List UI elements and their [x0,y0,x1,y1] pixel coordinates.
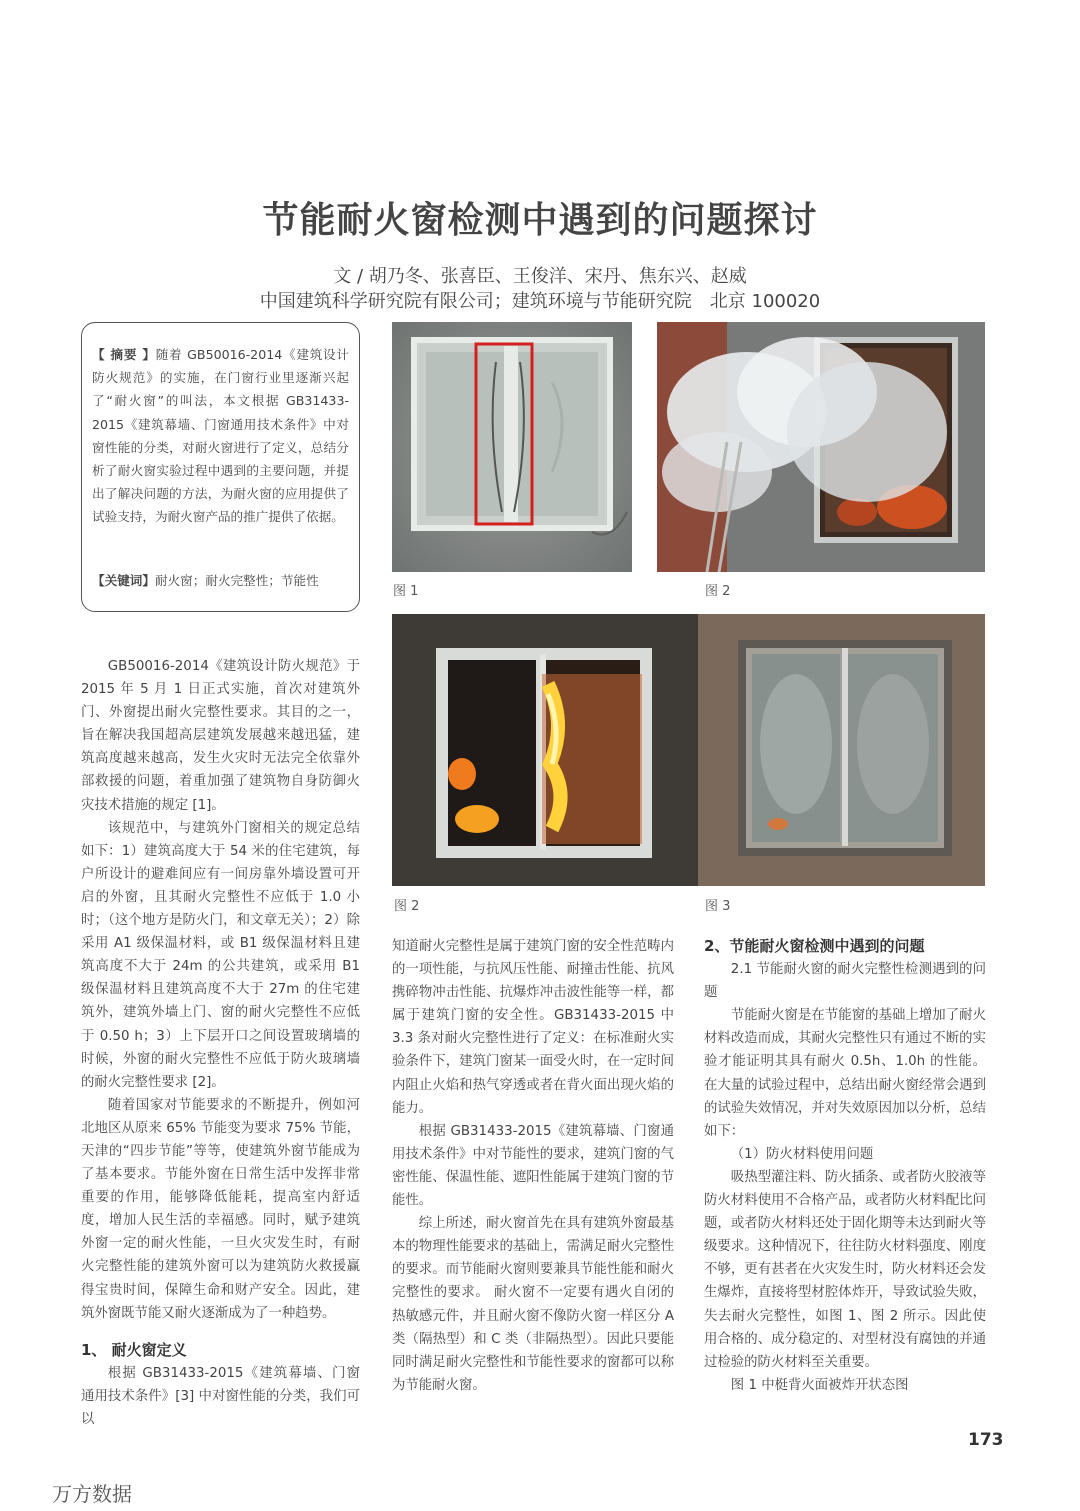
section-1-heading: 1、 耐火窗定义 [81,1340,187,1359]
col3-paragraph-2: 吸热型灌注料、防火插条、或者防火胶液等防火材料使用不合格产品，或者防火材料配比问题，或者防火材料还处于固化期等未达到耐火等级要求。这种情况下，往往防火材料强度、刚度不够，更有甚者在火灾发生时，防火材料还会发生爆炸，直接将型材腔体炸开，导致试验失败，失去耐火完整性，如图 1、图 2 所示。因此使用合格的、成分稳定的、对型材没有腐蚀的并通过检验的防火材料至关重要。 [704,1169,986,1370]
watermark: 万方数据 [52,1482,132,1506]
figure-1-photo [392,322,632,572]
subsection-2-1-heading: 2.1 节能耐火窗的耐火完整性检测遇到的问题 [704,962,986,1001]
col1-paragraph-4: 根据 GB31433-2015《建筑幕墙、门窗通用技术条件》[3] 中对窗性能的分类，我们可以 [81,1365,360,1427]
col2-paragraph-3: 综上所述，耐火窗首先在具有建筑外窗最基本的物理性能要求的基础上，需满足耐火完整性的要求。而节能耐火窗则要兼具节能性能和耐火完整性的要求。 耐火窗不一定要有遇火自闭的热敏感元件，并且耐火窗不像防火窗一样区分 A 类（隔热型）和 C 类（非隔热型）。因此只要能同时满足耐火完整性和节能性要求的窗都可以称为节能耐火窗。 [392,1216,674,1393]
abstract-label: 【 摘要 】 [92,347,156,362]
col3-paragraph-3: 图 1 中梃背火面被炸开状态图 [730,1377,909,1393]
figure-1-caption: 图 1 [393,584,419,599]
abstract-text: 随着 GB50016-2014《建筑设计防火规范》的实施，在门窗行业里逐渐兴起了“耐火窗”的叫法，本文根据 GB31433-2015《建筑幕墙、门窗通用技术条件》中对窗性能的分类，对耐火窗进行了定义，总结分析了耐火窗实验过程中遇到的主要问题，并提出了解决问题的方法，为耐火窗的应用提供了试验支持，为耐火窗产品的推广提供了依据。 [92,347,349,525]
page-number: 173 [968,1430,1004,1450]
affiliation: 中国建筑科学研究院有限公司；建筑环境与节能研究院 北京 100020 [259,291,821,312]
col1-paragraph-3: 随着国家对节能要求的不断提升，例如河北地区从原来 65% 节能变为要求 75% 节能，天津的“四步节能”等等，使建筑外窗节能成为了基本要求。节能外窗在日常生活中发挥非常重要的作用，能够降低能耗，提高室内舒适度，增加人民生活的幸福感。同时，赋予建筑外窗一定的耐火性能，一旦火灾发生时，有耐火完整性能的建筑外窗可以为建筑防火救援赢得宝贵时间，保障生命和财产安全。因此，建筑外窗既节能又耐火逐渐成为了一种趋势。 [81,1097,360,1321]
figure-3-caption: 图 3 [705,899,731,914]
col1-paragraph-2: 该规范中，与建筑外门窗相关的规定总结如下：1）建筑高度大于 54 米的住宅建筑，每户所设计的避难间应有一间房靠外墙设置可开启的外窗，且其耐火完整性不应低于 1.0 小时；（这个地方是防火门，和文章无关）；2）除采用 A1 级保温材料，或 B1 级保温材料且建筑高度不大于 24m 的公共建筑，或采用 B1 级保温材料且建筑高度不大于 27m 的住宅建筑外，建筑外墙上门、窗的耐火完整性不应低于 0.50 h；3）上下层开口之间设置玻璃墙的时候，外窗的耐火完整性不应低于防火玻璃墙的耐火完整性要求 [2]。 [81,820,360,1090]
keywords [92,569,319,592]
body-column-1 [81,655,360,1431]
figure-3-photo [698,614,985,886]
body-column-3 [704,935,986,1397]
figure-2b-caption: 图 2 [394,899,420,914]
abstract-box [81,322,360,612]
col2-paragraph-2: 根据 GB31433-2015《建筑幕墙、门窗通用技术条件》中对节能性的要求，建筑门窗的气密性能、保温性能、遮阳性能属于建筑门窗的节能性。 [392,1123,674,1209]
keywords-label: 【关键词】 [92,573,155,588]
body-column-2 [392,935,674,1397]
authors: 文 / 胡乃冬、张喜臣、王俊洋、宋丹、焦东兴、赵威 [333,266,747,287]
figure-2b-photo [392,614,698,886]
col1-paragraph-1: GB50016-2014《建筑设计防火规范》于 2015 年 5 月 1 日正式实施，首次对建筑外门、外窗提出耐火完整性要求。其目的之一，旨在解决我国超高层建筑发展越来越迅猛，建筑高度越来越高，发生火灾时无法完全依靠外部救援的问题，着重加强了建筑物自身防御火灾技术措施的规定 [1]。 [81,659,360,813]
subsection-fire-material-heading: （1）防火材料使用问题 [730,1146,874,1162]
figure-2-caption: 图 2 [705,584,731,599]
figure-2-photo [657,322,985,572]
keywords-text: 耐火窗；耐火完整性；节能性 [154,573,319,588]
article-title: 节能耐火窗检测中遇到的问题探讨 [262,200,818,241]
col3-paragraph-1: 节能耐火窗是在节能窗的基础上增加了耐火材料改造而成，其耐火完整性只有通过不断的实验才能证明其具有耐火 0.5h、1.0h 的性能。在大量的试验过程中，总结出耐火窗经常会遇到的试验失效情况，并对失效原因加以分析，总结如下： [704,1008,986,1139]
col2-paragraph-1: 知道耐火完整性是属于建筑门窗的安全性范畴内的一项性能，与抗风压性能、耐撞击性能、抗风携碎物冲击性能、抗爆炸冲击波性能等一样，都属于建筑门窗的安全性。GB31433-2015 中 3.3 条对耐火完整性进行了定义：在标准耐火实验条件下，建筑门窗某一面受火时，在一定时间内阻止火焰和热气穿透或者在背火面出现火焰的能力。 [392,939,674,1116]
section-2-heading: 2、节能耐火窗检测中遇到的问题 [704,937,925,955]
abstract [92,343,349,529]
